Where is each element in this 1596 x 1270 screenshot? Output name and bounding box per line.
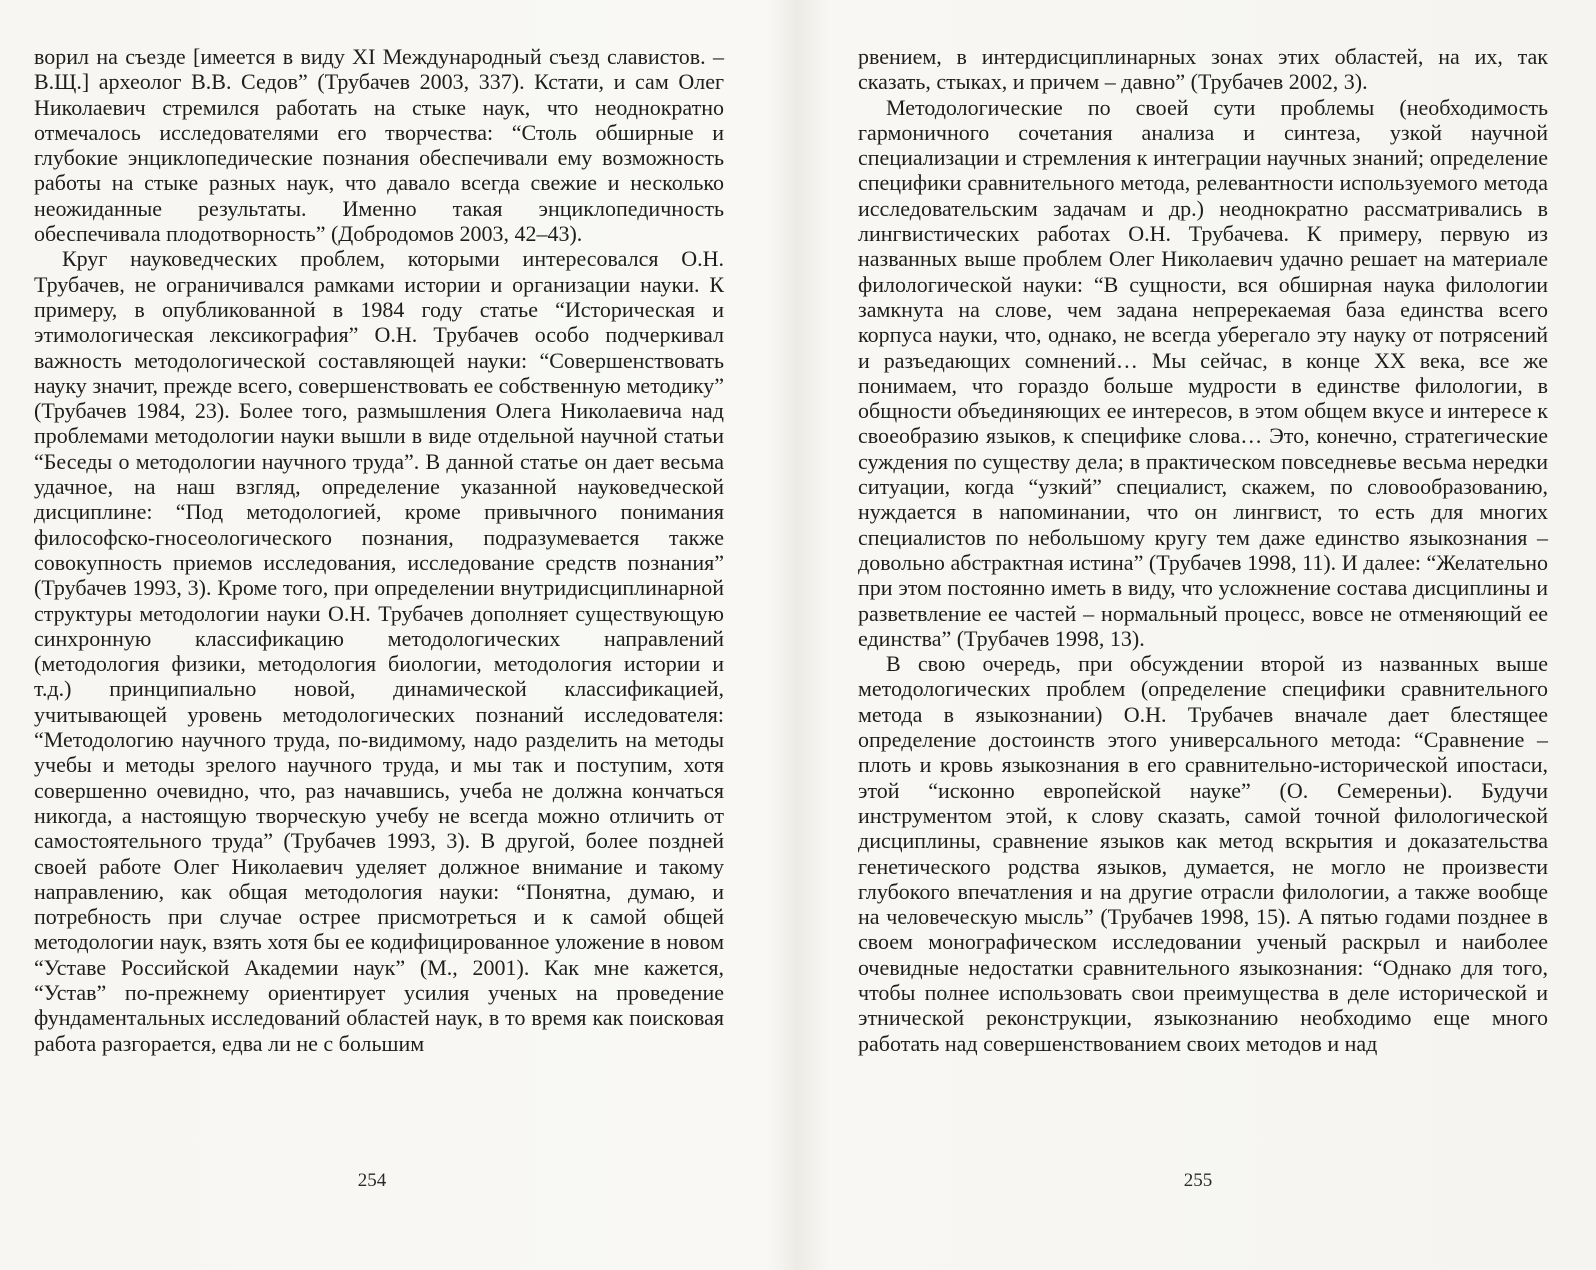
left-paragraph-2: Круг науковедческих проблем, которыми интересовался О.Н. Трубачев, не ограничивался рамками истории и организации науки. К примеру, в опубликованной в 1984 году статье “Историческая и этимологическая лексикография” О.Н. Трубачев особо подчеркивал важность методологической составляющей науки: “Совершенствовать науку значит, прежде всего, совершенствовать ее собственную методику” (Трубачев 1984, 23). Более того, размышления Олега Николаевича над проблемами методологии науки вышли в виде отдельной научной статьи “Беседы о методологии научного труда”. В данной статье он дает весьма удачное, на наш взгляд, определение указанной науковедческой дисциплине: “Под методологией, кроме привычного понимания философско-гносеологического познания, подразумевается также совокупность приемов исследования, исследование средств познания” (Трубачев 1993, 3). Кроме того, при определении внутридисциплинарной структуры методологии науки О.Н. Трубачев дополняет существующую синхронную классификацию методологических направлений (методология физики, методология биологии, методология истории и т.д.) принципиально новой, динамической классификацией, учитывающей уровень методологических познаний исследователя: “Методологию научного труда, по-видимому, надо разделить на методы учебы и методы зрелого научного труда, и мы так и поступим, хотя совершенно очевидно, что, раз начавшись, учеба не должна кончаться никогда, а настоящую творческую учебу не всегда можно отличить от самостоятельного труда” (Трубачев 1993, 3). В другой, более поздней своей работе Олег Николаевич уделяет должное внимание и такому направлению, как общая методология науки: “Понятна, думаю, и потребность при случае острее присмотреться и к самой общей методологии наук, взять хотя бы ее кодифицированное уложение в новом “Уставе Российской Академии наук” (М., 2001). Как мне кажется, “Устав” по-прежнему ориентирует усилия ученых на проведение фундаментальных исследований областей наук, в то время как поисковая работа разгорается, едва ли не с большим [34,246,724,1056]
right-paragraph-2: Методологические по своей сути проблемы (необходимость гармоничного сочетания анализа и синтеза, узкой научной специализации и стремления к интеграции научных знаний; определение специфики сравнительного метода, релевантности используемого метода исследовательским задачам и др.) неоднократно рассматривались в лингвистических работах О.Н. Трубачева. К примеру, первую из названных выше проблем Олег Николаевич удачно решает на материале филологической науки: “В сущности, вся обширная наука филологии замкнута на слове, чем задана непререкаемая база единства всего корпуса науки, что, однако, не всегда уберегало эту науку от потрясений и разъедающих сомнений… Мы сейчас, в конце XX века, все же понимаем, что гораздо больше мудрости в единстве филологии, в общности объединяющих ее интересов, в этом общем вкусе и интересе к своеобразию языков, к специфике слова… Это, конечно, стратегические суждения по существу дела; в практическом повседневье весьма нередки ситуации, когда “узкий” специалист, скажем, по словообразованию, нуждается в напоминании, что он лингвист, то есть для многих специалистов по небольшому кругу тем даже единство языкознания – довольно абстрактная истина” (Трубачев 1998, 11). И далее: “Желательно при этом постоянно иметь в виду, что усложнение состава дисциплины и разветвление ее частей – нормальный процесс, вовсе не отменяющий ее единства” (Трубачев 1998, 13). [858,94,1548,651]
left-paragraph-1: ворил на съезде [имеется в виду XI Международный съезд славистов. – В.Щ.] археолог В.В. Седов” (Трубачев 2003, 337). Кстати, и сам Олег Николаевич стремился работать на стыке наук, что неоднократно отмечалось исследователями его творчества: “Столь обширные и глубокие энциклопедические познания обеспечивали ему возможность работы на стыке разных наук, что давало всегда свежие и несколько неожиданные результаты. Именно такая энциклопедичность обеспечивала плодотворность” (Добродомов 2003, 42–43). [34,44,724,247]
left-page [34,44,724,1056]
right-paragraph-3: В свою очередь, при обсуждении второй из названных выше методологических проблем (определение специфики сравнительного метода в языкознании) О.Н. Трубачев вначале дает блестящее определение достоинств этого универсального метода: “Сравнение – плоть и кровь языкознания в его сравнительно-исторической ипостаси, этой “исконно европейской науке” (О. Семереньи). Будучи инструментом этой, к слову сказать, самой точной филологической дисциплины, сравнение языков как метод вскрытия и доказательства генетического родства языков, думается, не могло не произвести глубокого впечатления и на другие отрасли филологии, а также вообще на человеческую мысль” (Трубачев 1998, 15). А пятью годами позднее в своем монографическом исследовании ученый раскрыл и наиболее очевидные недостатки сравнительного языкознания: “Однако для того, чтобы полнее использовать свои преимущества в деле исторической и этнической реконструкции, языкознанию необходимо еще много работать над совершенствованием своих методов и над [858,651,1548,1056]
right-page [858,44,1548,1056]
right-page-number: 255 [1183,1170,1213,1191]
left-page-number: 254 [357,1170,387,1191]
right-paragraph-1: рвением, в интердисциплинарных зонах этих областей, на их, так сказать, стыках, и причем – давно” (Трубачев 2002, 3). [858,44,1548,95]
